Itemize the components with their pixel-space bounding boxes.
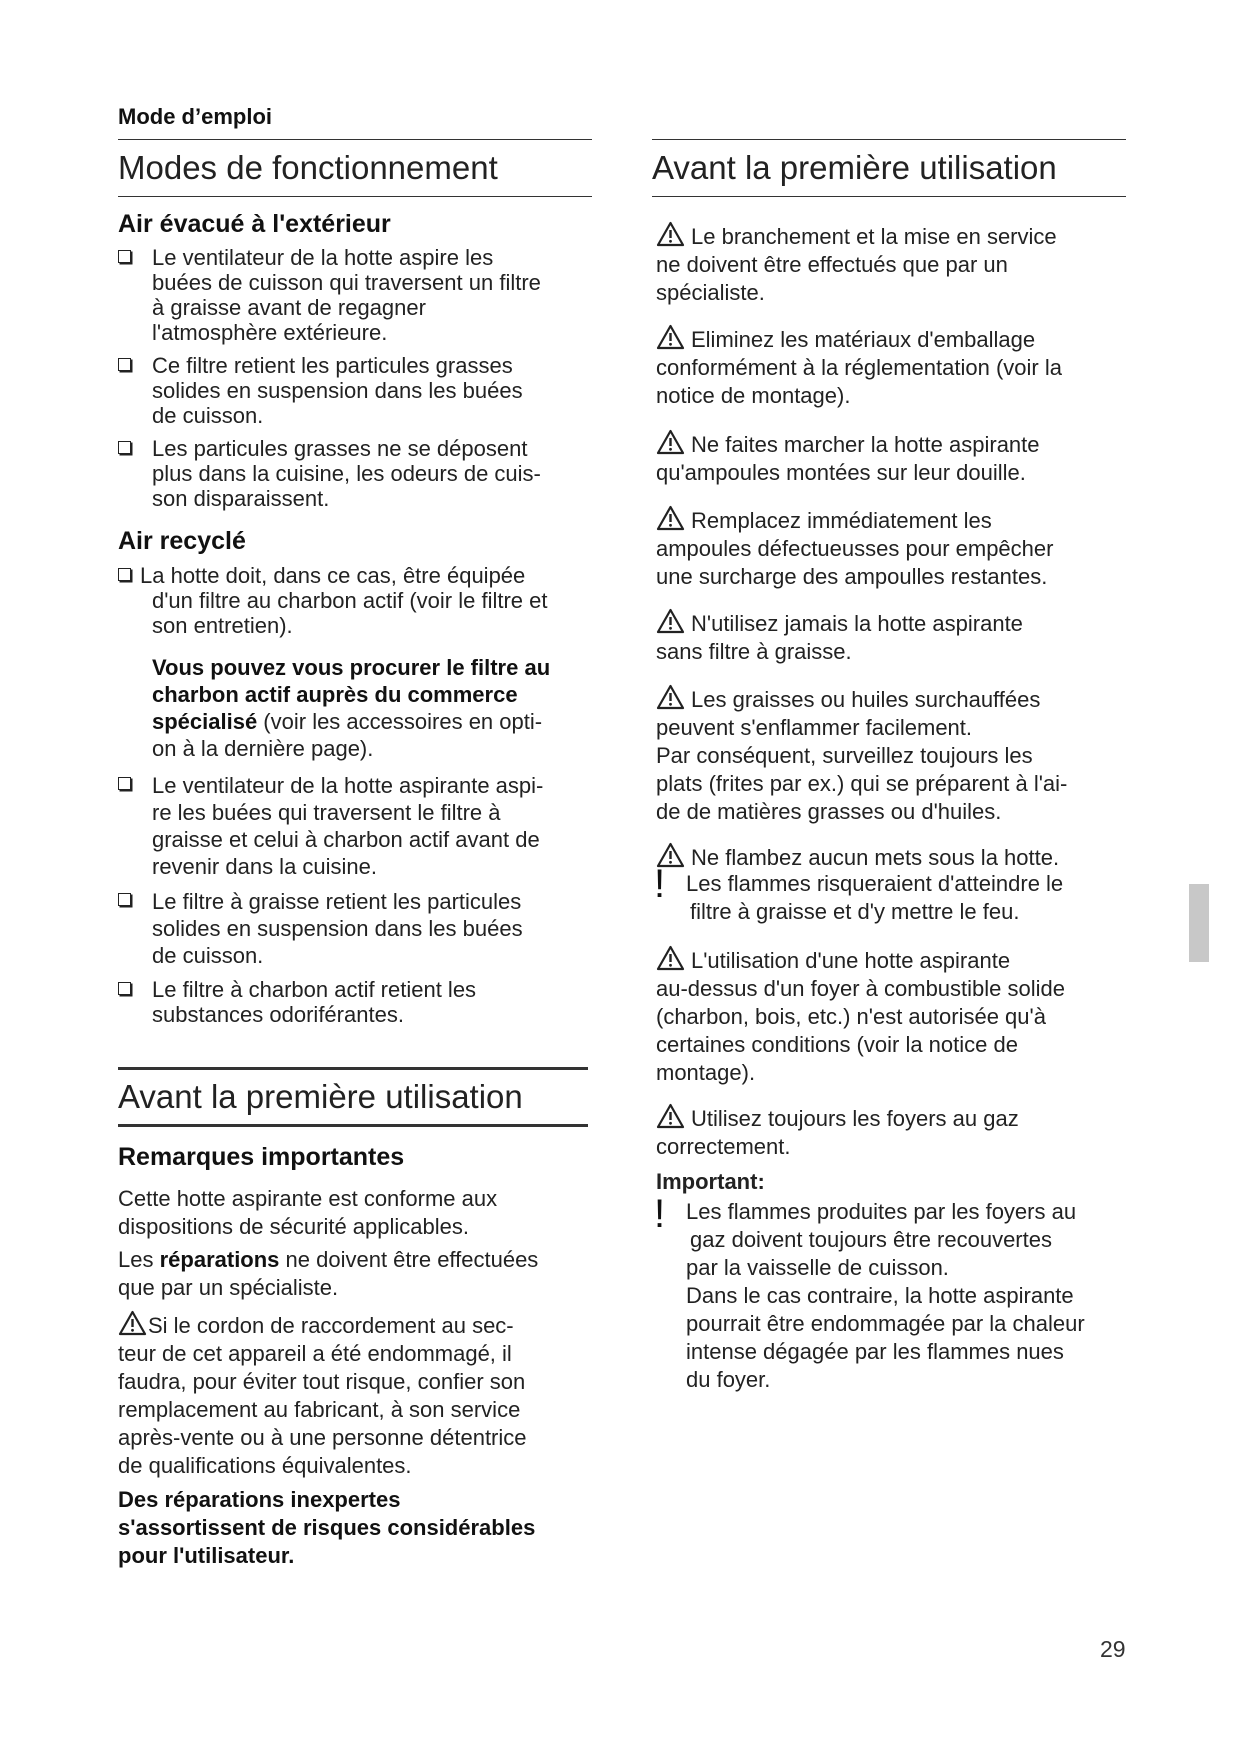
document-type-label: Mode d’emploi	[118, 104, 272, 129]
warning-item: Eliminez les matériaux d'emballage conformément à la réglementation (voir la notice de montage).	[656, 324, 1130, 410]
section-title-block	[118, 1067, 588, 1127]
paragraph: Cette hotte aspirante est conforme aux dispositions de sécurité applicables.	[118, 1186, 498, 1239]
bold-note: Vous pouvez vous procurer le filtre au charbon actif auprès du commerce spécialisé (voir les accessoires en opti- on à la dernière page).	[152, 655, 551, 761]
section-title-block	[652, 139, 1126, 197]
bullet-list	[118, 245, 598, 519]
subsection-heading: Air évacué à l'extérieur	[118, 210, 391, 238]
warning-item: Le branchement et la mise en service ne doivent être effectués que par un spécialiste.	[656, 221, 1130, 307]
list-item: Les particules grasses ne se déposent plus dans la cuisine, les odeurs de cuis- son disparaissent.	[118, 436, 598, 511]
section-title: Modes de fonctionnement	[118, 149, 498, 186]
list-item: La hotte doit, dans ce cas, être équipée d'un filtre au charbon actif (voir le filtre et son entretien).	[118, 563, 598, 638]
chapter-tab-marker	[1189, 884, 1209, 962]
checkbox-bullet-icon	[118, 568, 131, 581]
exclamation-icon: !	[654, 862, 666, 906]
exclamation-icon: !	[654, 1192, 666, 1236]
section-title: Avant la première utilisation	[118, 1078, 523, 1115]
checkbox-bullet-icon	[118, 982, 131, 995]
list-item: Ce filtre retient les particules grasses solides en suspension dans les buées de cuisson.	[118, 353, 598, 428]
list-item: Le filtre à charbon actif retient les substances odoriférantes.	[118, 977, 598, 1027]
warning-item: Les graisses ou huiles surchauffées peuvent s'enflammer facilement. Par conséquent, surveillez toujours les plats (frites par ex.) qui se préparent à l'ai- de de matières grasses ou d'huiles.	[656, 684, 1130, 826]
subsection-heading: Remarques importantes	[118, 1143, 405, 1171]
warning-triangle-icon	[656, 429, 685, 455]
list-item: Le ventilateur de la hotte aspirante aspi- re les buées qui traversent le filtre à graisse et celui à charbon actif avant de revenir dans la cuisine.	[118, 772, 598, 880]
warning-triangle-icon	[118, 1310, 147, 1336]
warning-triangle-icon	[656, 608, 685, 634]
paragraph: Les réparations ne doivent être effectuées que par un spécialiste.	[118, 1247, 539, 1300]
warning-item: L'utilisation d'une hotte aspirante au-dessus d'un foyer à combustible solide (charbon, bois, etc.) n'est autorisée qu'à certaines conditions (voir la notice de montage).	[656, 945, 1130, 1087]
warning-triangle-icon	[656, 1103, 685, 1129]
important-label: Important:	[656, 1169, 765, 1194]
checkbox-bullet-icon	[118, 358, 131, 371]
warning-paragraph: Si le cordon de raccordement au sec- teur de cet appareil a été endommagé, il faudra, pour éviter tout risque, confier son remplacement au fabricant, à son service après-vente ou à une personne détentrice de qualifications équivalentes.	[118, 1310, 598, 1480]
bullet-list	[118, 772, 598, 1035]
section-title-block	[118, 139, 592, 197]
bold-warning: Des réparations inexpertes s'assortissent de risques considérables pour l'utilisateur.	[118, 1487, 536, 1568]
warning-triangle-icon	[656, 505, 685, 531]
subsection-heading: Air recyclé	[118, 527, 246, 555]
checkbox-bullet-icon	[118, 250, 131, 263]
page-number: 29	[1100, 1636, 1126, 1662]
checkbox-bullet-icon	[118, 893, 131, 906]
warning-triangle-icon	[656, 684, 685, 710]
bullet-list	[118, 563, 598, 646]
warning-item: Ne flambez aucun mets sous la hotte.	[656, 842, 1130, 872]
checkbox-bullet-icon	[118, 777, 131, 790]
list-item: Le ventilateur de la hotte aspire les buées de cuisson qui traversent un filtre à graisse avant de regagner l'atmosphère extérieure.	[118, 245, 598, 345]
warning-item: Remplacez immédiatement les ampoules défectueusses pour empêcher une surcharge des ampoulles restantes.	[656, 505, 1130, 591]
caution-note: Les flammes risqueraient d'atteindre le filtre à graisse et d'y mettre le feu.	[686, 871, 1064, 924]
list-item: Le filtre à graisse retient les particules solides en suspension dans les buées de cuisson.	[118, 888, 598, 969]
section-title: Avant la première utilisation	[652, 149, 1057, 186]
warning-triangle-icon	[656, 945, 685, 971]
warning-item: Utilisez toujours les foyers au gaz correctement.	[656, 1103, 1130, 1161]
warning-item: N'utilisez jamais la hotte aspirante sans filtre à graisse.	[656, 608, 1130, 666]
warning-triangle-icon	[656, 221, 685, 247]
warning-item: Ne faites marcher la hotte aspirante qu'ampoules montées sur leur douille.	[656, 429, 1130, 487]
warning-triangle-icon	[656, 324, 685, 350]
important-text: Les flammes produites par les foyers au gaz doivent toujours être recouvertes par la vaisselle de cuisson. Dans le cas contraire, la hotte aspirante pourrait être endommagée par la chaleur intense dégagée par les flammes nues du foyer.	[686, 1199, 1085, 1392]
checkbox-bullet-icon	[118, 441, 131, 454]
